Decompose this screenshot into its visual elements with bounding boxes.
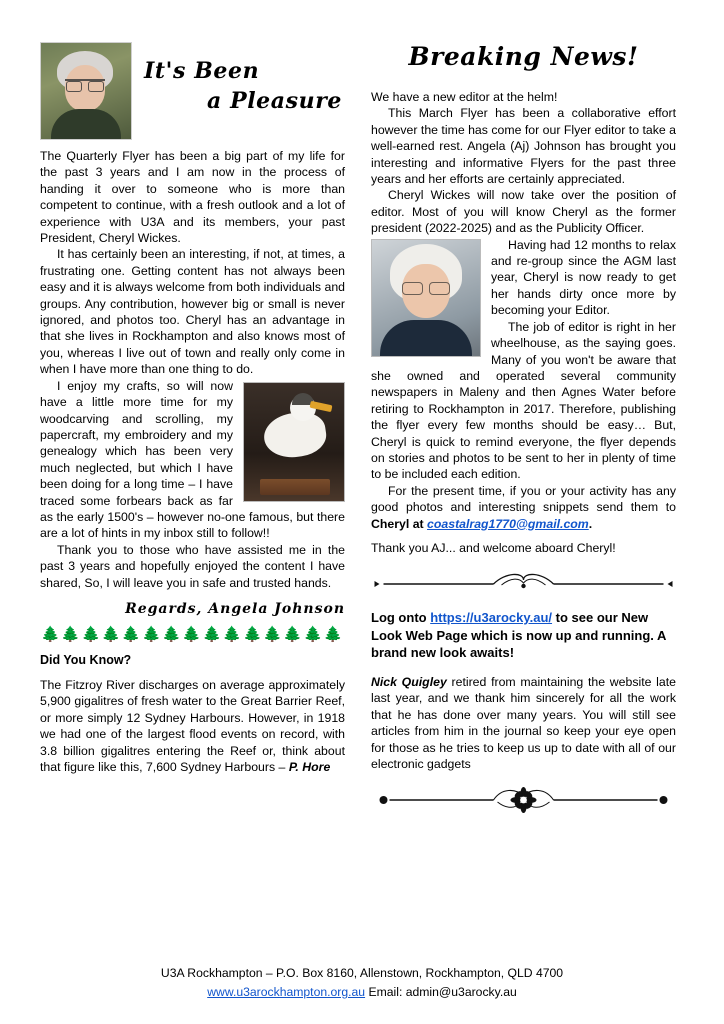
page-footer	[40, 964, 684, 1002]
left-paragraph-1: The Quarterly Flyer has been a big part of my life for the past 3 years and I am now in the process of handing it over to someone who is more than competent to continue, with a fresh outlook and a lot of experience with U3A and its members, your past President, Cheryl Wickes.	[40, 149, 345, 246]
did-you-know-text: The Fitzroy River discharges on average approximately 5,900 gigalitres of fresh water to the Great Barrier Reef, or more simply 12 Sydney Harbours. However, in 1918 we had one of the largest flood events on record, with 3.8 billion gigalitres entering the Reef or, think about that figure like this, 7,600 Sydney Harbours –	[40, 677, 345, 774]
two-column-layout	[40, 28, 684, 928]
right-paragraph-2: This March Flyer has been a collaborative effort however the time has come for our Flyer editor to take a well-earned rest. Angela (Aj) Johnson has brought you interesting and informative Flyers for the past three years and her efforts are certainly appreciated.	[371, 106, 676, 187]
left-column-header	[40, 28, 345, 140]
left-headline	[144, 56, 344, 116]
nick-quigley-paragraph	[371, 674, 676, 772]
ornamental-divider-2	[371, 782, 676, 816]
contact-text: For the present time, if you or your activity has any good photos and interesting snippets send them to	[371, 483, 676, 515]
right-paragraph-3: Cheryl Wickes will now take over the position of editor. Most of you will know Cheryl as the former president (2022-2025) and as the Publicity Officer.	[371, 188, 676, 236]
footer-email: Email: admin@u3arocky.au	[368, 985, 517, 999]
nick-quigley-name: Nick Quigley	[371, 674, 447, 689]
author-portrait-photo	[40, 42, 132, 140]
thanks-line: Thank you AJ... and welcome aboard Cheryl!	[371, 540, 616, 555]
did-you-know-body	[40, 677, 345, 775]
right-paragraph-5: The job of editor is right in her wheelhouse, as the saying goes. Many of you won't be aware that she owned and operated several community newspapers in Maleny and then Agnes Water before retiring to Rockhampton in 2017. Therefore, publishing the flyer every few months should be easy… But, Cheryl is quick to remind everyone, the flyer depends on stories and photos to be sent to her in plenty of time to be included each edition.	[371, 319, 676, 482]
did-you-know-attribution: P. Hore	[288, 760, 331, 774]
left-column	[40, 28, 345, 928]
author-signature: Regards, Angela Johnson	[125, 600, 345, 617]
did-you-know-heading: Did You Know?	[40, 652, 132, 667]
ornamental-divider-1	[371, 568, 676, 594]
contact-bold: Cheryl at	[371, 516, 428, 531]
woodcarving-photo	[243, 382, 345, 502]
editor-email-link[interactable]: coastalrag1770@gmail.com	[427, 516, 589, 531]
footer-contact	[40, 983, 684, 1002]
contact-period: .	[588, 516, 593, 531]
right-paragraph-1: We have a new editor at the helm!	[371, 90, 558, 104]
cheryl-portrait-photo	[371, 239, 481, 357]
breaking-news-headline: Breaking News!	[408, 42, 639, 71]
tree-divider: 🌲🌲🌲🌲🌲🌲🌲🌲🌲🌲🌲🌲🌲🌲🌲	[41, 625, 344, 643]
left-paragraph-2: It has certainly been an interesting, if not, at times, a frustrating one. Getting content has not always been easy and it is always welcome from both individuals and groups. Any contribution, however big or small is never ignored, and photos too. Cheryl has an advantage in that she lives in Rockhampton and also knows most of you, whereas I live out of town and really only come in when I have more than one thing to do.	[40, 247, 345, 377]
web-promo-before: Log onto	[371, 610, 431, 626]
left-paragraph-4: Thank you to those who have assisted me in the past 3 years and hopefully enjoyed the content I have shared, So, I will leave you in safe and trusted hands.	[40, 542, 345, 590]
web-promo	[371, 609, 676, 662]
right-paragraph-contact	[371, 483, 676, 532]
left-paragraph-3: I enjoy my crafts, so will now have a little more time for my woodcarving and scrolling, my papercraft, my embroidery and my genealogy which has been very much neglected, but which I have been doing for a long time – I have traced some forbears back as far as the early 1500's – however no-one famous, but there are a lot of hints in my inbox still to follow!!	[40, 378, 345, 541]
web-promo-after: to see our New Look Web Page which is now up and running. A brand new look awaits!	[371, 610, 666, 661]
right-paragraph-4: Having had 12 months to relax and re-group since the AGM last year, Cheryl is now ready to get her hands dirty once more by becoming your Editor.	[491, 237, 676, 318]
footer-website-link[interactable]: www.u3arockhampton.org.au	[207, 985, 366, 999]
website-link[interactable]: https://u3arocky.au/	[430, 610, 553, 626]
nick-quigley-body: retired from maintaining the website late last year, and we thank him sincerely for all the work that he has done over many years. You will still see articles from him in the journal so keep your eye open for those as he tries to keep us up to date with all of our electronic gadgets	[371, 674, 677, 771]
left-headline-line2: a Pleasure	[206, 88, 342, 114]
footer-address: U3A Rockhampton – P.O. Box 8160, Allenstown, Rockhampton, QLD 4700	[160, 966, 564, 980]
right-column	[371, 28, 676, 928]
left-headline-line1: It's Been	[144, 58, 260, 84]
